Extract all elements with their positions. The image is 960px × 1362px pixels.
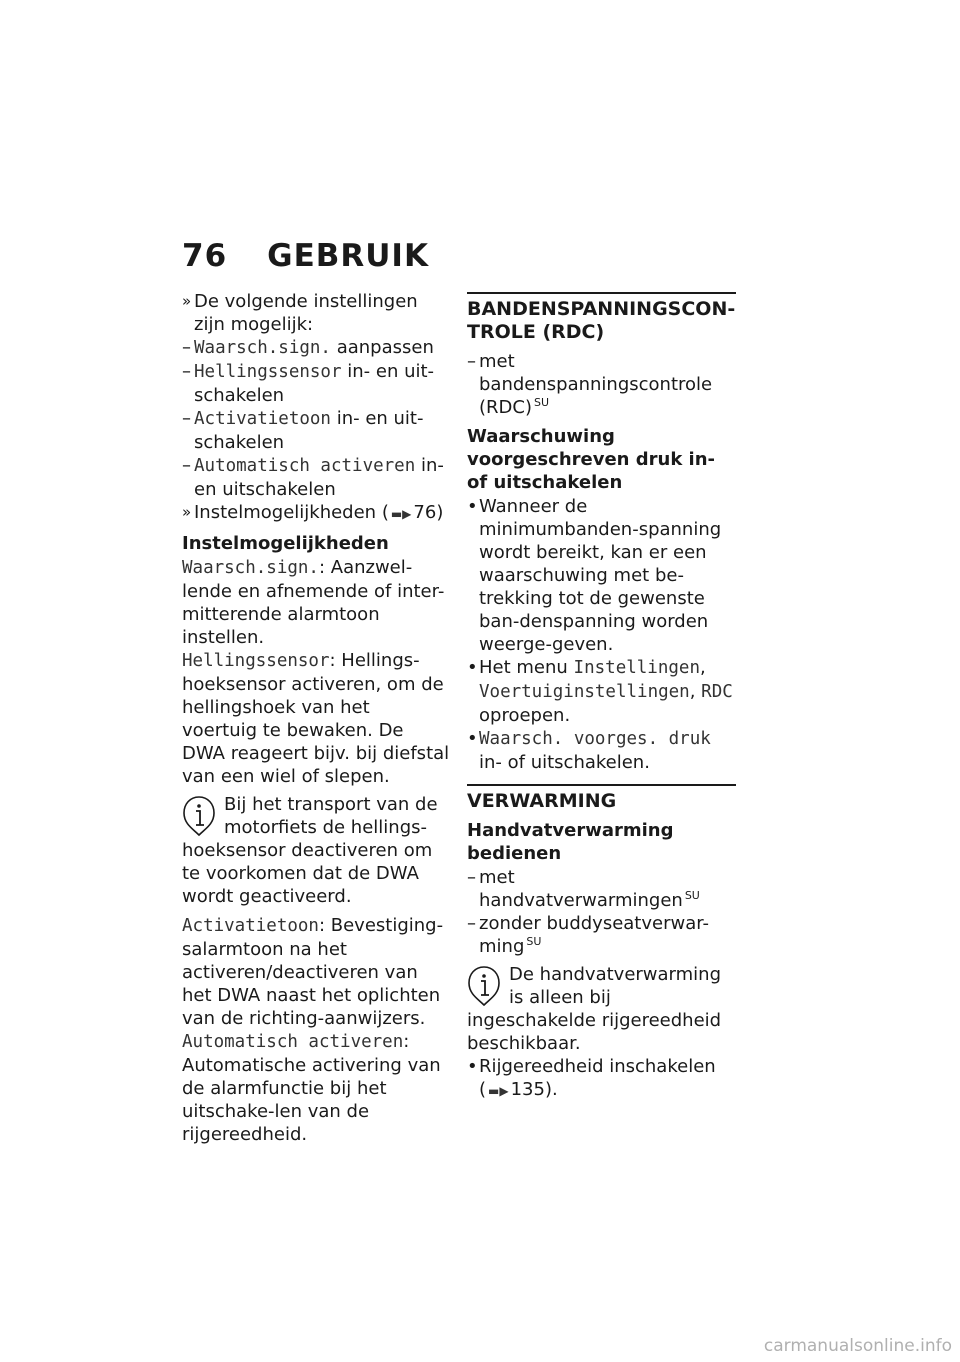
subsection-heading: Waarschuwing voorgeschreven druk in- of uitschakelen	[467, 426, 716, 493]
option-item: – Hellingssensor in- en uit-schakelen	[182, 361, 435, 406]
option-item: – zonder buddyseatverwar-ming $^{SU}$	[467, 913, 709, 957]
section-title: GEBRUIK	[267, 238, 429, 274]
info-note: De handvatverwarming is alleen bij ingeschakelde rijgereedheid beschikbaar.	[467, 964, 722, 1054]
bullet-item: • Het menu Instellingen, Voertuiginstellingen, RDC oproepen.	[467, 657, 733, 726]
page-header	[182, 238, 429, 274]
page-link[interactable]: 135	[510, 1079, 545, 1100]
watermark: carmanualsonline.info	[763, 1336, 952, 1356]
info-icon	[182, 795, 216, 837]
page-number: 76	[182, 238, 228, 274]
page-link[interactable]: 76	[413, 502, 437, 523]
bullet-item: • Waarsch. voorges. druk in- of uitschakelen.	[467, 728, 711, 773]
option-item: – Automatisch activeren in- en uitschakelen	[182, 455, 444, 500]
option-item: – Waarsch.sign. aanpassen	[182, 337, 434, 358]
option-item: – Activatietoon in- en uit-schakelen	[182, 408, 424, 453]
right-column	[467, 290, 736, 1103]
bullet-item: • Rijgereedheid inschakelen ( ▬▶ 135).	[467, 1056, 716, 1100]
section-heading-rdc: BANDENSPANNINGSCON-TROLE (RDC)	[467, 292, 736, 344]
reference-item: » Instelmogelijkheden ( ▬▶ 76)	[182, 502, 444, 523]
paragraph: Hellingssensor: Hellings-hoeksensor activeren, om de hellingshoek van het voertuig te bewaken. De DWA reageert bijv. bij diefstal van een wiel of slepen.	[182, 650, 450, 787]
option-item: – met bandenspanningscontrole (RDC) $^{SU}$	[467, 351, 713, 418]
subsection-heading: Instelmogelijkheden	[182, 533, 389, 554]
section-heading-verwarming: VERWARMING	[467, 784, 736, 813]
paragraph: Activatietoon: Bevestiging-salarmtoon na het activeren/deactiveren van het DWA naast het oplichten van de richting-aanwijzers.	[182, 915, 444, 1029]
paragraph: Automatisch activeren: Automatische activering van de alarmfunctie bij het uitschake-len van de rijgereedheid.	[182, 1031, 441, 1145]
option-item: – met handvatverwarmingen $^{SU}$	[467, 867, 700, 911]
bullet-item: • Wanneer de minimumbanden-spanning wordt bereikt, kan er een waarschuwing met be-trekking tot de gewenste ban-denspanning worden weerge-geven.	[467, 496, 722, 655]
arrow-right-icon: ▬▶	[390, 507, 412, 521]
paragraph: Waarsch.sign.: Aanzwel-lende en afnemende of inter-mitterende alarmtoon instellen.	[182, 557, 445, 648]
arrow-right-icon: ▬▶	[488, 1084, 509, 1098]
info-note: Bij het transport van de motorfiets de hellings-hoeksensor deactiveren om te voorkomen dat de DWA wordt geactiveerd.	[182, 794, 438, 907]
subsection-heading: Handvatverwarming bedienen	[467, 820, 674, 864]
left-column	[182, 290, 450, 1146]
info-icon	[467, 965, 501, 1007]
intro-item: » De volgende instellingen zijn mogelijk:	[182, 291, 418, 335]
